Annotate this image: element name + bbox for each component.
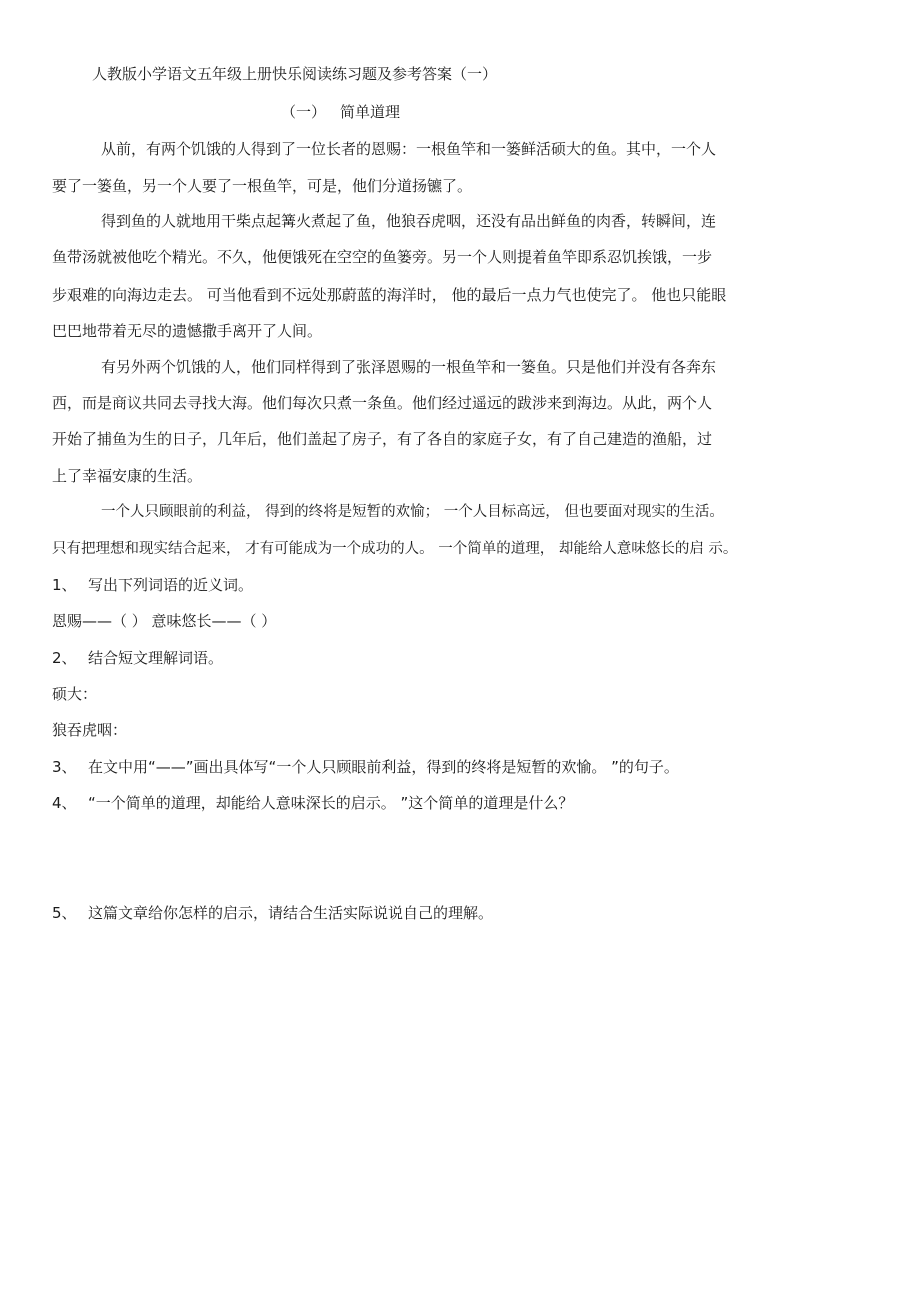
- passage-line: 开始了捕鱼为生的日子，几年后，他们盖起了房子，有了各自的家庭子女，有了自己建造的渔船，过: [52, 430, 713, 448]
- passage-line: 鱼带汤就被他吃个精光。不久，他便饿死在空空的鱼篓旁。另一个人则提着鱼竿即系忍饥挨饿，一步: [52, 248, 713, 266]
- section-title: 简单道理: [340, 103, 401, 121]
- question-text: “一个简单的道理，却能给人意味深长的启示。 ”这个简单的道理是什么？: [88, 794, 574, 812]
- question-1: [52, 575, 253, 595]
- section-number: （一）: [281, 103, 327, 121]
- passage-line: 一个人只顾眼前的利益， 得到的终将是短暂的欢愉； 一个人目标高远， 但也要面对现实的生活。: [101, 504, 724, 520]
- passage-line: 巴巴地带着无尽的遗憾撒手离开了人间。: [52, 322, 323, 340]
- question-2: [52, 648, 223, 668]
- question-text: 在文中用“——”画出具体写“一个人只顾眼前利益，得到的终将是短暂的欢愉。 ”的句子。: [88, 758, 679, 776]
- q2-word: 硕大：: [52, 685, 98, 703]
- passage-line: 步艰难的向海边走去。 可当他看到不远处那蔚蓝的海洋时， 他的最后一点力气也使完了。 他也只能眼: [52, 286, 727, 304]
- passage-line: 从前，有两个饥饿的人得到了一位长者的恩赐：一根鱼竿和一篓鲜活硕大的鱼。其中，一个人: [101, 140, 717, 158]
- passage-line: 西，而是商议共同去寻找大海。他们每次只煮一条鱼。他们经过遥远的跋涉来到海边。从此，两个人: [52, 394, 713, 412]
- section-heading: [281, 102, 400, 122]
- q1-answer-line: 恩赐——（ ） 意味悠长——（ ）: [52, 612, 277, 630]
- passage-line: 要了一篓鱼，另一个人要了一根鱼竿，可是，他们分道扬镳了。: [52, 177, 473, 195]
- passage-line: 只有把理想和现实结合起来， 才有可能成为一个成功的人。 一个简单的道理， 却能给人意味悠长的启 示。: [52, 541, 738, 557]
- question-text: 这篇文章给你怎样的启示，请结合生活实际说说自己的理解。: [88, 904, 494, 922]
- passage-line: 上了幸福安康的生活。: [52, 467, 203, 485]
- question-number: 3、: [52, 758, 77, 776]
- question-number: 1、: [52, 576, 77, 594]
- passage-line: 得到鱼的人就地用干柴点起篝火煮起了鱼，他狼吞虎咽，还没有品出鲜鱼的肉香，转瞬间，连: [101, 212, 717, 230]
- question-number: 4、: [52, 794, 77, 812]
- question-text: 结合短文理解词语。: [88, 649, 224, 667]
- page-title: 人教版小学语文五年级上册快乐阅读练习题及参考答案（一）: [92, 65, 498, 83]
- question-number: 2、: [52, 649, 77, 667]
- passage-line: 有另外两个饥饿的人，他们同样得到了张泽恩赐的一根鱼竿和一篓鱼。只是他们并没有各奔东: [101, 358, 717, 376]
- question-5: [52, 903, 493, 923]
- q2-word: 狼吞虎咽：: [52, 721, 128, 739]
- question-3: [52, 757, 679, 777]
- question-text: 写出下列词语的近义词。: [88, 576, 254, 594]
- question-4: [52, 793, 573, 813]
- question-number: 5、: [52, 904, 77, 922]
